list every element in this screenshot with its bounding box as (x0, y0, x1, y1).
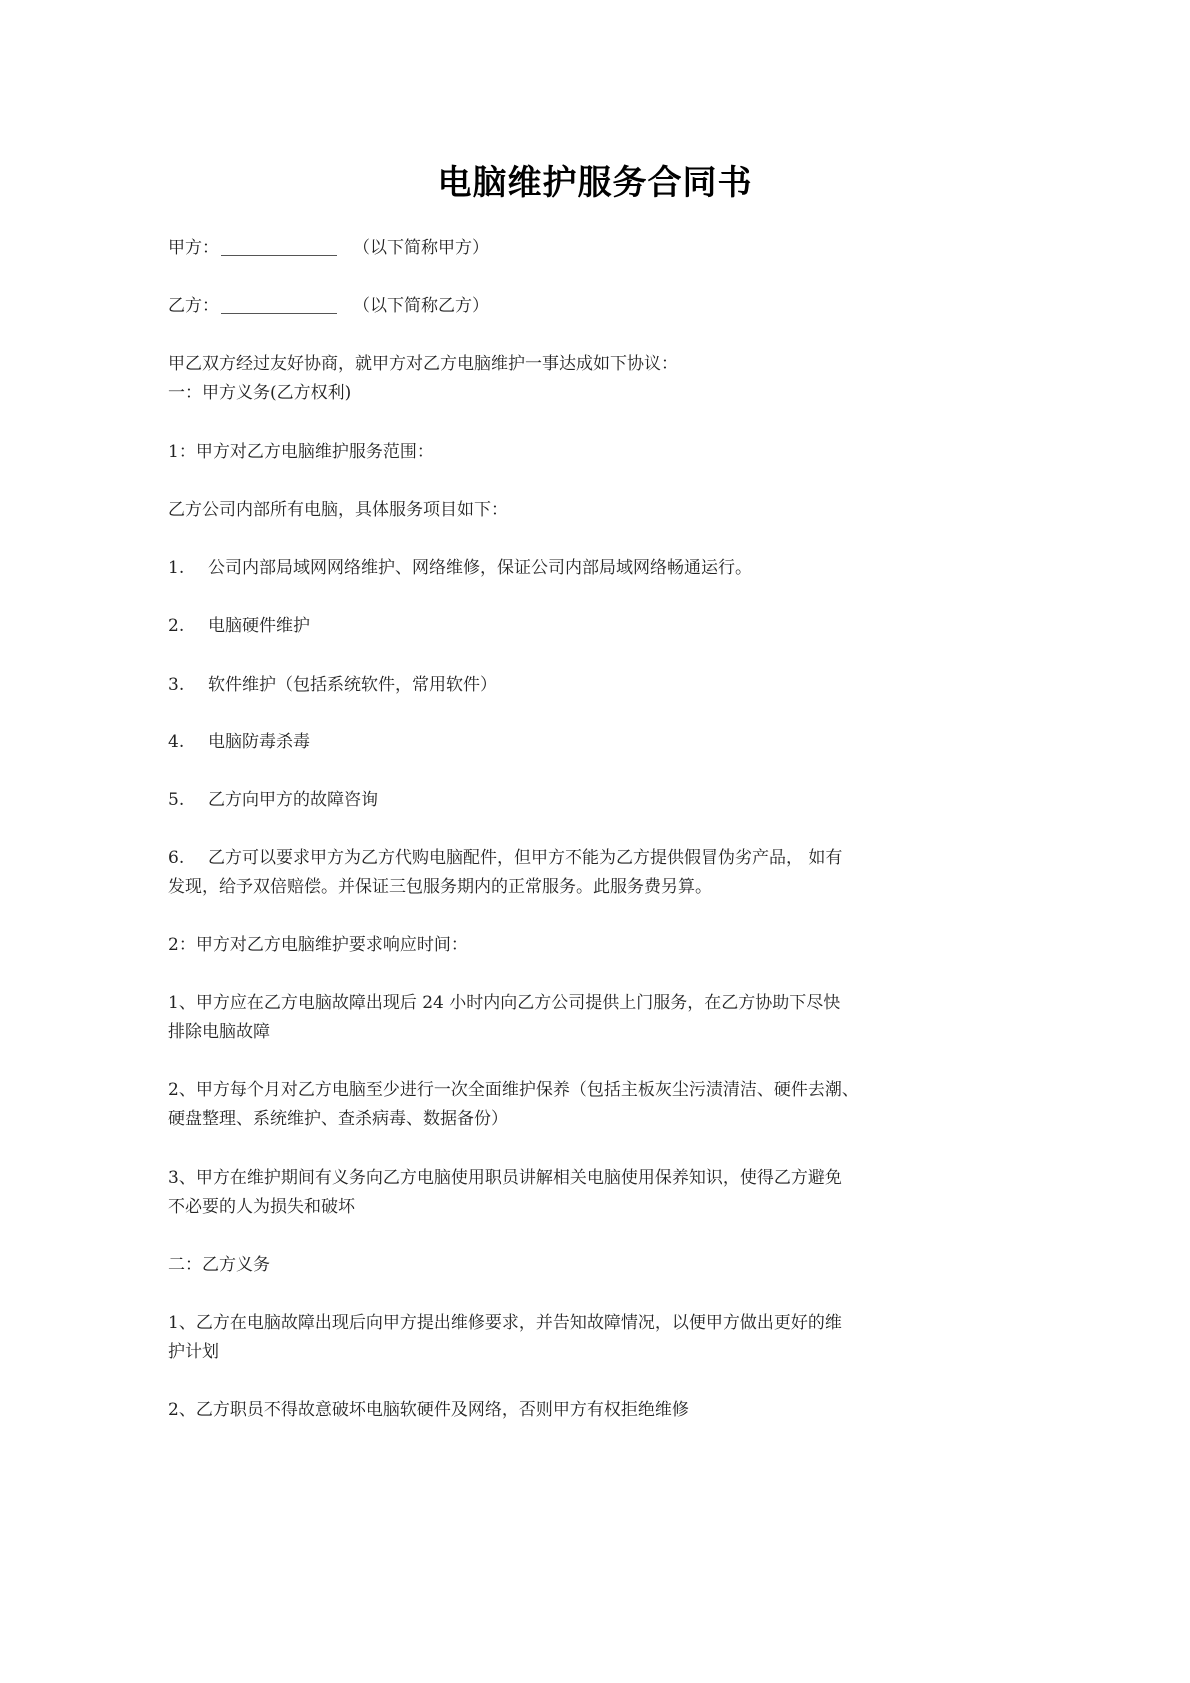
obligation-item: 1、乙方在电脑故障出现后向甲方提出维修要求，并告知故障情况，以便甲方做出更好的维 (168, 1313, 842, 1333)
obligation-item: 2、乙方职员不得故意破坏电脑软硬件及网络，否则甲方有权拒绝维修 (168, 1400, 689, 1420)
scope-item (168, 671, 1028, 700)
scope-item (168, 844, 1028, 873)
sub1-scope: 乙方公司内部所有电脑，具体服务项目如下： (168, 500, 508, 520)
item-number: 3. (168, 675, 185, 695)
scope-item-continued: 发现，给予双倍赔偿。并保证三包服务期内的正常服务。此服务费另算。 (168, 877, 712, 897)
response-item-continued: 硬盘整理、系统维护、查杀病毒、数据备份） (168, 1109, 508, 1129)
party-b-label: 乙方： (168, 296, 219, 316)
document-title: 电脑维护服务合同书 (437, 163, 753, 203)
sub1-heading: 1：甲方对乙方电脑维护服务范围： (168, 442, 434, 462)
scope-item (168, 728, 1028, 757)
party-a-note: （以下简称甲方） (353, 238, 489, 258)
party-b-line (168, 292, 1028, 321)
section2-heading: 二：乙方义务 (168, 1255, 270, 1275)
section1-heading: 一：甲方义务(乙方权利) (168, 383, 352, 403)
scope-item (168, 612, 1028, 641)
scope-item (168, 786, 1028, 815)
response-item: 3、甲方在维护期间有义务向乙方电脑使用职员讲解相关电脑使用保养知识，使得乙方避免 (168, 1168, 842, 1188)
item-text: 乙方向甲方的故障咨询 (208, 790, 378, 810)
item-number: 2. (168, 616, 185, 636)
party-a-blank[interactable] (221, 237, 337, 256)
party-a-label: 甲方： (168, 238, 219, 258)
item-number: 6. (168, 848, 185, 868)
item-text: 公司内部局域网网络维护、网络维修，保证公司内部局域网络畅通运行。 (208, 558, 752, 578)
item-text: 电脑硬件维护 (208, 616, 310, 636)
response-item: 1、甲方应在乙方电脑故障出现后 24 小时内向乙方公司提供上门服务，在乙方协助下尽快 (168, 993, 841, 1013)
item-text: 电脑防毒杀毒 (208, 732, 310, 752)
party-b-blank[interactable] (221, 295, 337, 314)
item-number: 4. (168, 732, 185, 752)
item-number: 5. (168, 790, 185, 810)
party-a-line (168, 234, 1028, 263)
party-b-note: （以下简称乙方） (353, 296, 489, 316)
response-item-continued: 不必要的人为损失和破坏 (168, 1197, 355, 1217)
item-text: 软件维护（包括系统软件，常用软件） (208, 675, 497, 695)
item-text: 乙方可以要求甲方为乙方代购电脑配件，但甲方不能为乙方提供假冒伪劣产品， 如有 (208, 848, 843, 868)
intro-text: 甲乙双方经过友好协商，就甲方对乙方电脑维护一事达成如下协议： (168, 354, 678, 374)
item-number: 1. (168, 558, 185, 578)
response-item: 2、甲方每个月对乙方电脑至少进行一次全面维护保养（包括主板灰尘污渍清洁、硬件去潮、 (168, 1080, 859, 1100)
obligation-item-continued: 护计划 (168, 1342, 219, 1362)
scope-item (168, 554, 1028, 583)
response-item-continued: 排除电脑故障 (168, 1022, 270, 1042)
sub2-heading: 2：甲方对乙方电脑维护要求响应时间： (168, 935, 468, 955)
